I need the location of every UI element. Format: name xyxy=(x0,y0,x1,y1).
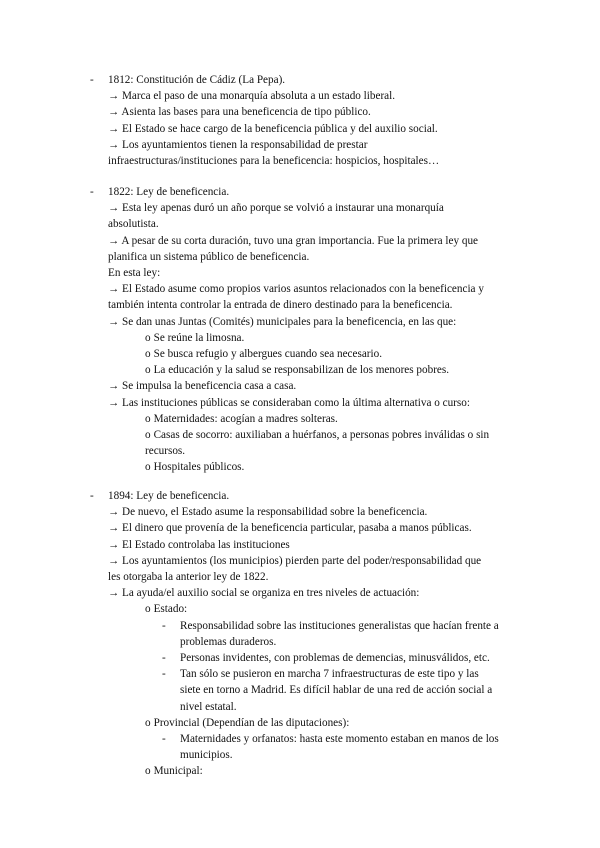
level-item-continuation: municipios. xyxy=(180,749,233,762)
bullet-dash: - xyxy=(162,619,166,632)
bullet-dash: - xyxy=(162,668,166,681)
section-1822 xyxy=(0,184,600,476)
sub-item: o Se busca refugio y albergues cuando sea necesario. xyxy=(0,346,600,362)
bullet-dash: - xyxy=(90,490,94,502)
level-item: - Maternidades y orfanatos: hasta este momento estaban en manos de los xyxy=(0,731,600,747)
circle-bullet-icon: o xyxy=(145,331,151,344)
sub-item: o Maternidades: acogían a madres solteras. xyxy=(0,411,600,427)
level-item: - Tan sólo se pusieron en marcha 7 infraestructuras de este tipo y las xyxy=(0,666,600,682)
level-item: - Responsabilidad sobre las instituciones generalistas que hacían frente a xyxy=(0,618,600,634)
circle-bullet-icon: o xyxy=(145,429,151,442)
level-item-continuation: nivel estatal. xyxy=(180,700,237,713)
point-continuation: absolutista. xyxy=(108,218,159,231)
point: → A pesar de su corta duración, tuvo una gran importancia. Fue la primera ley que xyxy=(108,234,479,247)
section-heading: - 1894: Ley de beneficencia. xyxy=(0,488,600,504)
point: → Se impulsa la beneficencia casa a casa. xyxy=(108,380,297,393)
level-item: - Personas invidentes, con problemas de demencias, minusválidos, etc. xyxy=(0,650,600,666)
sub-item: o Casas de socorro: auxiliaban a huérfanos, a personas pobres inválidas o sin xyxy=(0,427,600,443)
section-1812 xyxy=(0,72,600,169)
point-continuation: planifica un sistema público de beneficencia. xyxy=(108,250,310,263)
point: → Se dan unas Juntas (Comités) municipales para la beneficencia, en las que: xyxy=(108,315,457,328)
bullet-dash: - xyxy=(162,652,166,665)
section-heading: - 1822: Ley de beneficencia. xyxy=(0,184,600,200)
point: → El dinero que provenía de la beneficencia particular, pasaba a manos públicas. xyxy=(108,522,472,535)
point: → Marca el paso de una monarquía absoluta a un estado liberal. xyxy=(108,90,396,103)
point-continuation: también intenta controlar la entrada de dinero destinado para la beneficencia. xyxy=(108,299,453,312)
point: → De nuevo, el Estado asume la responsabilidad sobre la beneficencia. xyxy=(108,506,428,519)
circle-bullet-icon: o xyxy=(145,348,151,361)
circle-bullet-icon: o xyxy=(145,412,151,425)
point: → El Estado se hace cargo de la beneficencia pública y del auxilio social. xyxy=(108,122,438,135)
level-item-continuation: siete en torno a Madrid. Es difícil hablar de una red de acción social a xyxy=(180,684,493,697)
sub-item: o Se reúne la limosna. xyxy=(0,330,600,346)
point: → Esta ley apenas duró un año porque se volvió a instaurar una monarquía xyxy=(108,202,444,215)
level-estado: o Estado: xyxy=(0,601,600,617)
point: → Asienta las bases para una beneficencia de tipo público. xyxy=(108,106,371,119)
point: → El Estado controlaba las instituciones xyxy=(108,538,290,551)
point: → La ayuda/el auxilio social se organiza en tres niveles de actuación: xyxy=(108,587,420,600)
level-provincial: o Provincial (Dependían de las diputaciones): xyxy=(0,715,600,731)
bullet-dash: - xyxy=(162,733,166,746)
sub-item: o La educación y la salud se responsabilizan de los menores pobres. xyxy=(0,362,600,378)
point-continuation: les otorgaba la anterior ley de 1822. xyxy=(108,571,269,584)
bullet-dash: - xyxy=(90,74,94,86)
circle-bullet-icon: o xyxy=(145,603,151,616)
point: → Los ayuntamientos (los municipios) pierden parte del poder/responsabilidad que xyxy=(108,554,482,567)
point: → Los ayuntamientos tienen la responsabilidad de prestar xyxy=(108,138,368,151)
text-line: En esta ley: xyxy=(108,267,161,280)
sub-item-continuation: recursos. xyxy=(145,445,186,458)
level-item-continuation: problemas duraderos. xyxy=(180,635,277,648)
point-continuation: infraestructuras/instituciones para la beneficencia: hospicios, hospitales… xyxy=(108,155,440,168)
circle-bullet-icon: o xyxy=(145,364,151,377)
circle-bullet-icon: o xyxy=(145,765,151,778)
section-heading: - 1812: Constitución de Cádiz (La Pepa). xyxy=(0,72,600,88)
section-1894 xyxy=(0,488,600,780)
level-municipal: o Municipal: xyxy=(0,763,600,779)
point: → Las instituciones públicas se consideraban como la última alternativa o curso: xyxy=(108,396,470,409)
point: → El Estado asume como propios varios asuntos relacionados con la beneficencia y xyxy=(108,283,484,296)
circle-bullet-icon: o xyxy=(145,716,151,729)
circle-bullet-icon: o xyxy=(145,461,151,474)
bullet-dash: - xyxy=(90,186,94,198)
sub-item: o Hospitales públicos. xyxy=(0,459,600,475)
